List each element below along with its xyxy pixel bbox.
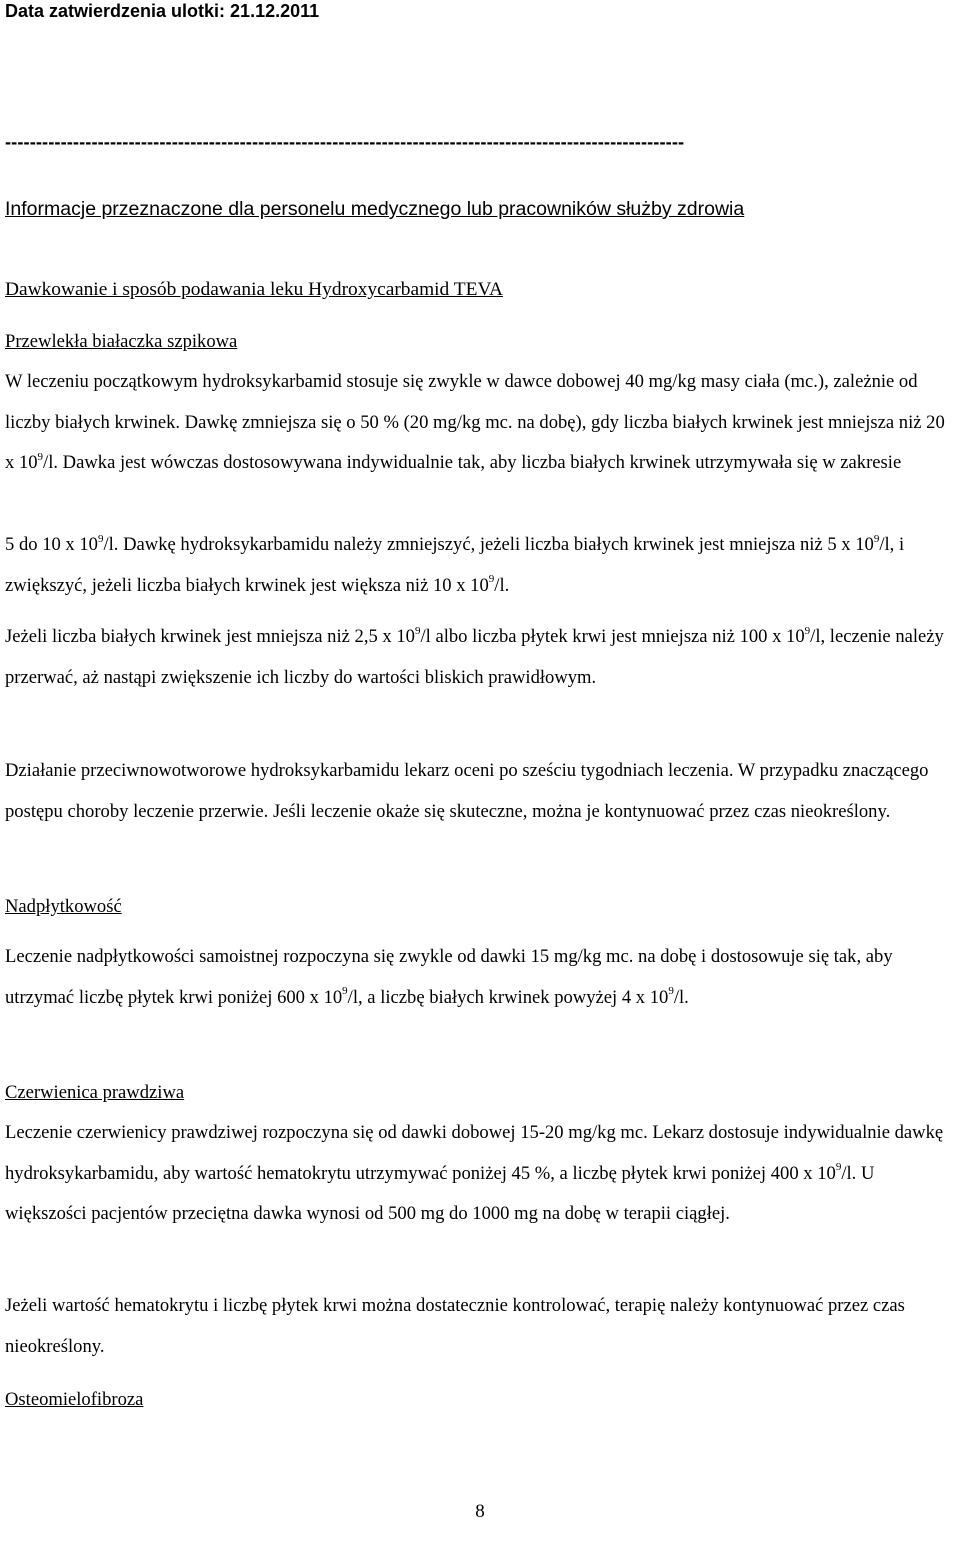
cml-paragraph-1: W leczeniu początkowym hydroksykarbamid stosuje się zwykle w dawce dobowej 40 mg/kg masy ciała (mc.), zależnie od liczby białych krwinek. Dawkę zmniejsza się o 50 % (20 mg/kg mc. na dobę), gdy liczba białych krwinek jest mniejsza niż 20 x $10^9/l$. Dawka jest wówczas dostosowywana indywidualnie tak, aby liczba białych krwinek utrzymywała się w zakresie [5,371,945,473]
polycythemia-heading: Czerwienica prawdziwa [5,1082,185,1103]
polycythemia-paragraph-2: Jeżeli wartość hematokrytu i liczbę płytek krwi można dostatecznie kontrolować, terapię należy kontynuować przez czas nieokreślony. [5,1295,905,1357]
cml-heading: Przewlekła białaczka szpikowa [5,331,238,352]
polycythemia-paragraph-1: Leczenie czerwienicy prawdziwej rozpoczyna się od dawki dobowej 15-20 mg/kg mc. Lekarz dostosuje indywidualnie dawkę hydroksykarbamidu, aby wartość hematokrytu utrzymywać poniżej 45 %, a liczbę płytek krwi poniżej 400 x $10^9/l$. U większości pacjentów przeciętna dawka wynosi od 500 mg do 1000 mg na dobę w terapii ciągłej. [5,1122,944,1224]
dosage-heading: Dawkowanie i sposób podawania leku Hydroxycarbamid TEVA [5,279,503,300]
section-title: Informacje przeznaczone dla personelu medycznego lub pracowników służby zdrowia [5,198,745,220]
thrombocythemia-heading: Nadpłytkowość [5,896,122,917]
myelofibrosis-heading: Osteomielofibroza [5,1389,144,1410]
divider-line: -------------------------------------------------------------------------------------------------------------- [5,131,685,152]
cml-paragraph-2: Jeżeli liczba białych krwinek jest mniejsza niż 2,5 x $10^9/l$ albo liczba płytek krwi jest mniejsza niż 100 x $10^9/l$, leczenie należy przerwać, aż nastąpi zwiększenie ich liczby do wartości bliskich prawidłowym. [5,624,944,688]
cml-paragraph-3: Działanie przeciwnowotworowe hydroksykarbamidu lekarz oceni po sześciu tygodniach leczenia. W przypadku znaczącego postępu choroby leczenie przerwie. Jeśli leczenie okaże się skuteczne, można je kontynuować przez czas nieokreślony. [5,760,929,822]
thrombocythemia-paragraph: Leczenie nadpłytkowości samoistnej rozpoczyna się zwykle od dawki 15 mg/kg mc. na dobę i dostosowuje się tak, aby utrzymać liczbę płytek krwi poniżej 600 x $10^9/l$, a liczbę białych krwinek powyżej 4 x $10^9/l$. [5,946,893,1008]
approval-date: Data zatwierdzenia ulotki: 21.12.2011 [5,1,320,21]
page-number: 8 [475,1501,485,1522]
cml-paragraph-1-cont: 5 do 10 x $10^9/l$. Dawkę hydroksykarbamidu należy zmniejszyć, jeżeli liczba białych krwinek jest mniejsza niż 5 x $10^9/l$, i zwiększyć, jeżeli liczba białych krwinek jest większa niż 10 x $10^9/l$. [5,532,905,596]
